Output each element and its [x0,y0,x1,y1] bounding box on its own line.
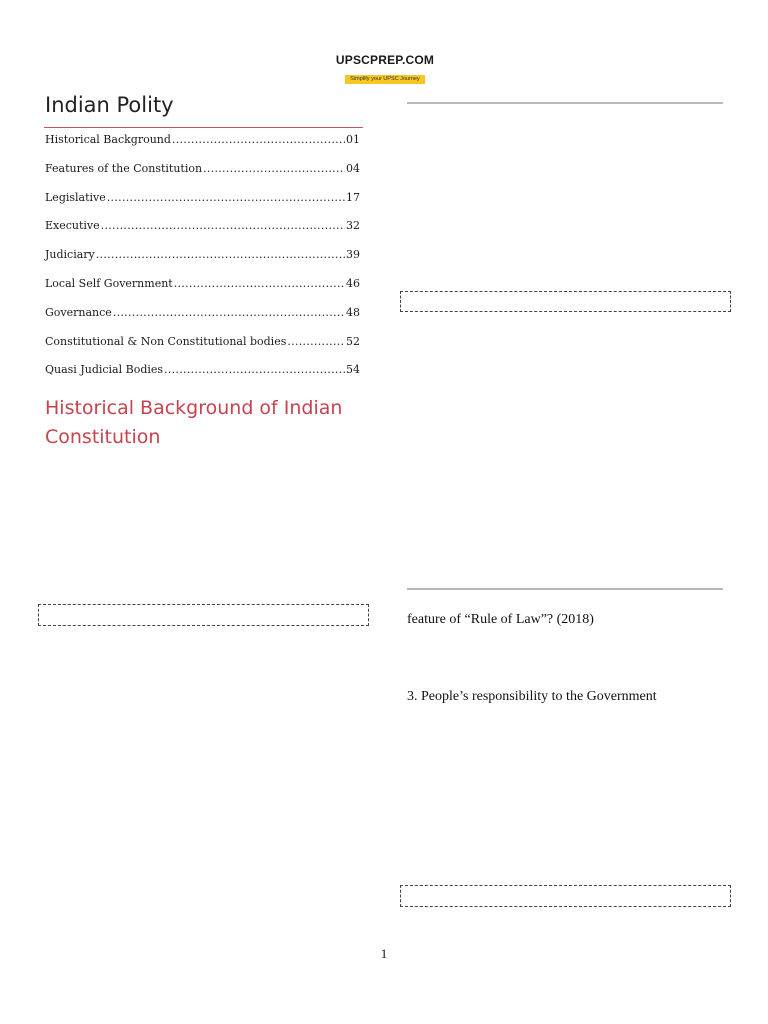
toc-item-page: 54 [346,363,360,377]
toc-item[interactable] [45,219,360,248]
toc-leader-dots [113,306,345,319]
horizontal-rule [407,102,723,104]
toc-item-page: 01 [346,133,360,146]
toc-item[interactable] [45,306,360,335]
dashed-placeholder-box [400,885,731,907]
toc-item-label: Local Self Government [45,276,173,290]
page-title: Indian Polity [45,93,174,117]
logo-title: UPSCPREP.COM [335,53,435,67]
toc-leader-dots [96,248,345,261]
toc-item-label: Features of the Constitution [45,161,203,175]
answer-option-3: 3. People’s responsibility to the Government [407,689,657,704]
toc-item-page: 32 [346,219,360,233]
toc-item-page: 46 [346,276,360,290]
toc-item[interactable] [45,133,360,162]
toc-item-label: Constitutional & Non Constitutional bodies [45,334,287,348]
dashed-placeholder-box [38,604,369,626]
question-fragment: feature of “Rule of Law”? (2018) [407,612,594,627]
toc-item-page: 17 [346,190,360,204]
toc-leader-dots [101,219,345,232]
toc-item[interactable] [45,363,360,392]
toc-item[interactable] [45,162,360,191]
toc-leader-dots [172,133,345,146]
toc-item-label: Legislative [45,190,106,204]
toc-item-page: 04 [346,161,360,175]
title-underline [44,127,363,128]
toc-item[interactable] [45,277,360,306]
toc-item-page: 48 [346,305,360,319]
logo-tagline: Simplify your UPSC Journey [345,75,424,84]
toc-item-page: 52 [346,334,360,348]
toc-item-label: Judiciary [45,248,95,262]
toc-item-page: 39 [346,248,360,262]
toc-leader-dots [107,191,345,204]
toc-leader-dots [203,162,345,175]
toc-item[interactable] [45,191,360,220]
toc-leader-dots [287,335,345,348]
section-heading: Historical Background of Indian Constitution [45,397,343,448]
toc-item-label: Executive [45,219,100,233]
toc-item[interactable] [45,335,360,364]
toc-item-label: Governance [45,305,112,319]
toc-item[interactable] [45,248,360,277]
page-number: 1 [380,946,388,961]
horizontal-rule [407,588,723,590]
dashed-placeholder-box [400,291,731,312]
toc-item-label: Historical Background [45,133,171,146]
table-of-contents [45,133,360,392]
toc-leader-dots [164,363,345,376]
toc-leader-dots [174,277,345,290]
upscprep-logo [334,53,436,85]
toc-item-label: Quasi Judicial Bodies [45,363,164,377]
